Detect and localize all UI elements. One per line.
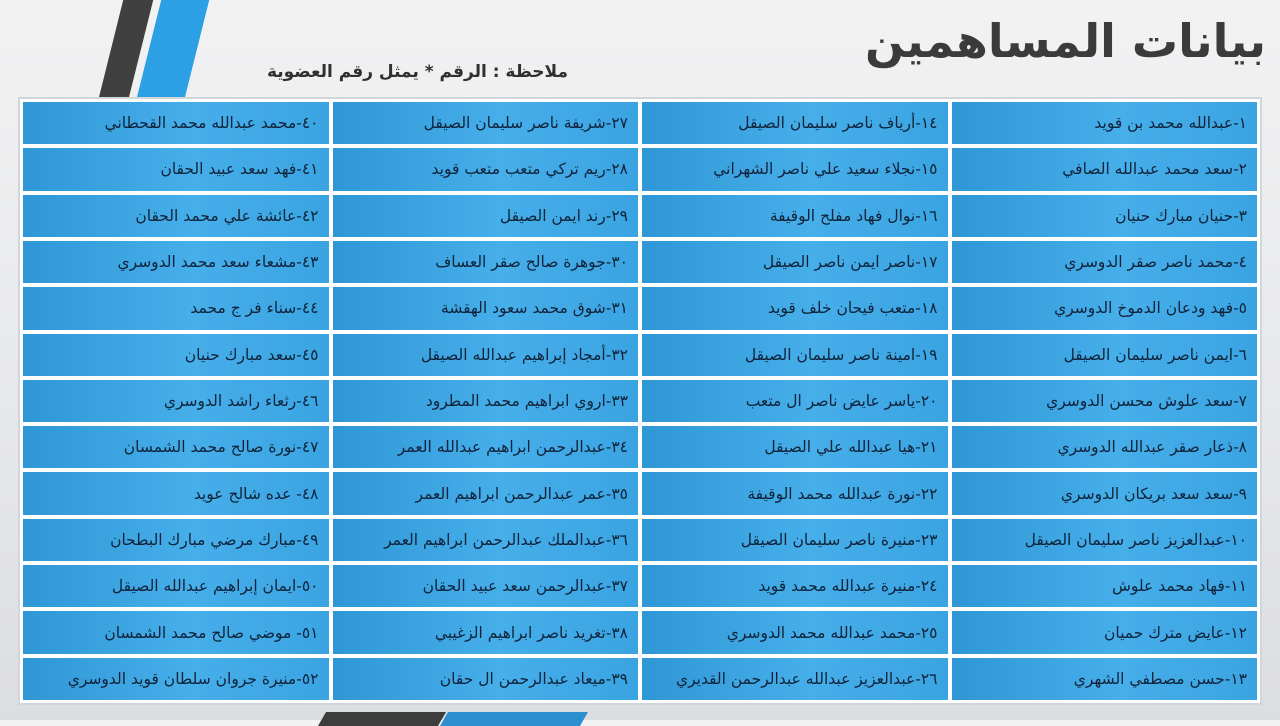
shareholder-cell: ١١-فهاد محمد علوش xyxy=(952,565,1258,607)
shareholder-cell: ١٥-نجلاء سعيد علي ناصر الشهراني xyxy=(642,148,948,190)
shareholder-cell: ٦-ايمن ناصر سليمان الصيقل xyxy=(952,334,1258,376)
shareholder-cell: ٥١- موضي صالح محمد الشمسان xyxy=(23,611,329,653)
shareholder-cell: ٤٥-سعد مبارك حنيان xyxy=(23,334,329,376)
decorative-bottom-stripe-blue xyxy=(440,712,588,726)
shareholder-cell: ١٤-أرياف ناصر سليمان الصيقل xyxy=(642,102,948,144)
shareholder-cell: ٢٥-محمد عبدالله محمد الدوسري xyxy=(642,611,948,653)
shareholder-cell: ٥٠-ايمان إبراهيم عبدالله الصيقل xyxy=(23,565,329,607)
shareholder-cell: ٤٨- عده شالح عويد xyxy=(23,472,329,514)
shareholder-cell: ١٢-عايض مترك حميان xyxy=(952,611,1258,653)
shareholder-cell: ٥٢-منيرة جروان سلطان قويد الدوسري xyxy=(23,658,329,700)
shareholder-cell: ٣٩-ميعاد عبدالرحمن ال حقان xyxy=(333,658,639,700)
shareholder-cell: ٣٤-عبدالرحمن ابراهيم عبدالله العمر xyxy=(333,426,639,468)
shareholder-cell: ١-عبدالله محمد بن قويد xyxy=(952,102,1258,144)
shareholders-table xyxy=(18,97,1262,705)
shareholder-cell: ٤٤-سناء فر ج محمد xyxy=(23,287,329,329)
shareholder-cell: ٣-حنيان مبارك حنيان xyxy=(952,195,1258,237)
shareholder-cell: ٣٨-تغريد ناصر ابراهيم الزغيبي xyxy=(333,611,639,653)
decorative-bottom-stripe-dark xyxy=(318,712,446,726)
shareholder-cell: ٤٢-عائشة علي محمد الحقان xyxy=(23,195,329,237)
shareholder-cell: ٤٠-محمد عبدالله محمد القحطاني xyxy=(23,102,329,144)
shareholder-cell: ٢٦-عبدالعزيز عبدالله عبدالرحمن القديري xyxy=(642,658,948,700)
shareholder-cell: ٣٠-جوهرة صالح صقر العساف xyxy=(333,241,639,283)
shareholder-cell: ١٣-حسن مصطفي الشهري xyxy=(952,658,1258,700)
shareholder-cell: ٤١-فهد سعد عبيد الحقان xyxy=(23,148,329,190)
shareholder-cell: ٣٧-عبدالرحمن سعد عبيد الحقان xyxy=(333,565,639,607)
shareholder-cell: ١٠-عبدالعزيز ناصر سليمان الصيقل xyxy=(952,519,1258,561)
page-title: بيانات المساهمين xyxy=(865,14,1266,68)
shareholder-cell: ١٨-متعب فيحان خلف قويد xyxy=(642,287,948,329)
shareholder-cell: ٣٢-أمجاد إبراهيم عبدالله الصيقل xyxy=(333,334,639,376)
shareholder-cell: ٢٩-رند ايمن الصيقل xyxy=(333,195,639,237)
shareholder-cell: ٤٧-نورة صالح محمد الشمسان xyxy=(23,426,329,468)
shareholder-cell: ٢٤-منيرة عبدالله محمد قويد xyxy=(642,565,948,607)
shareholder-cell: ٣٣-اروي ابراهيم محمد المطرود xyxy=(333,380,639,422)
shareholder-cell: ٢٠-ياسر عايض ناصر ال متعب xyxy=(642,380,948,422)
shareholder-cell: ١٧-ناصر ايمن ناصر الصيقل xyxy=(642,241,948,283)
shareholder-cell: ١٦-نوال فهاد مفلح الوقيفة xyxy=(642,195,948,237)
shareholder-cell: ٣٥-عمر عبدالرحمن ابراهيم العمر xyxy=(333,472,639,514)
shareholder-cell: ٥-فهد ودعان الدموخ الدوسري xyxy=(952,287,1258,329)
shareholder-cell: ٢٧-شريفة ناصر سليمان الصيقل xyxy=(333,102,639,144)
shareholder-cell: ٢٣-منيرة ناصر سليمان الصيقل xyxy=(642,519,948,561)
shareholder-cell: ٨-ذعار صقر عبدالله الدوسري xyxy=(952,426,1258,468)
shareholder-cell: ٤٩-مبارك مرضي مبارك البطحان xyxy=(23,519,329,561)
shareholder-cell: ٢٢-نورة عبدالله محمد الوقيفة xyxy=(642,472,948,514)
membership-note: ملاحظة : الرقم * يمثل رقم العضوية xyxy=(266,62,568,82)
shareholder-cell: ٧-سعد علوش محسن الدوسري xyxy=(952,380,1258,422)
shareholder-cell: ٢٨-ريم تركي متعب متعب قويد xyxy=(333,148,639,190)
shareholder-cell: ٤٦-رثعاء راشد الدوسري xyxy=(23,380,329,422)
shareholder-cell: ٩-سعد سعد بريكان الدوسري xyxy=(952,472,1258,514)
shareholder-cell: ١٩-امينة ناصر سليمان الصيقل xyxy=(642,334,948,376)
shareholder-cell: ٣١-شوق محمد سعود الهقشة xyxy=(333,287,639,329)
shareholder-cell: ٣٦-عبدالملك عبدالرحمن ابراهيم العمر xyxy=(333,519,639,561)
shareholder-cell: ٢-سعد محمد عبدالله الصافي xyxy=(952,148,1258,190)
shareholder-cell: ٢١-هيا عبدالله علي الصيقل xyxy=(642,426,948,468)
shareholder-cell: ٤-محمد ناصر صقر الدوسري xyxy=(952,241,1258,283)
shareholder-cell: ٤٣-مشعاء سعد محمد الدوسري xyxy=(23,241,329,283)
